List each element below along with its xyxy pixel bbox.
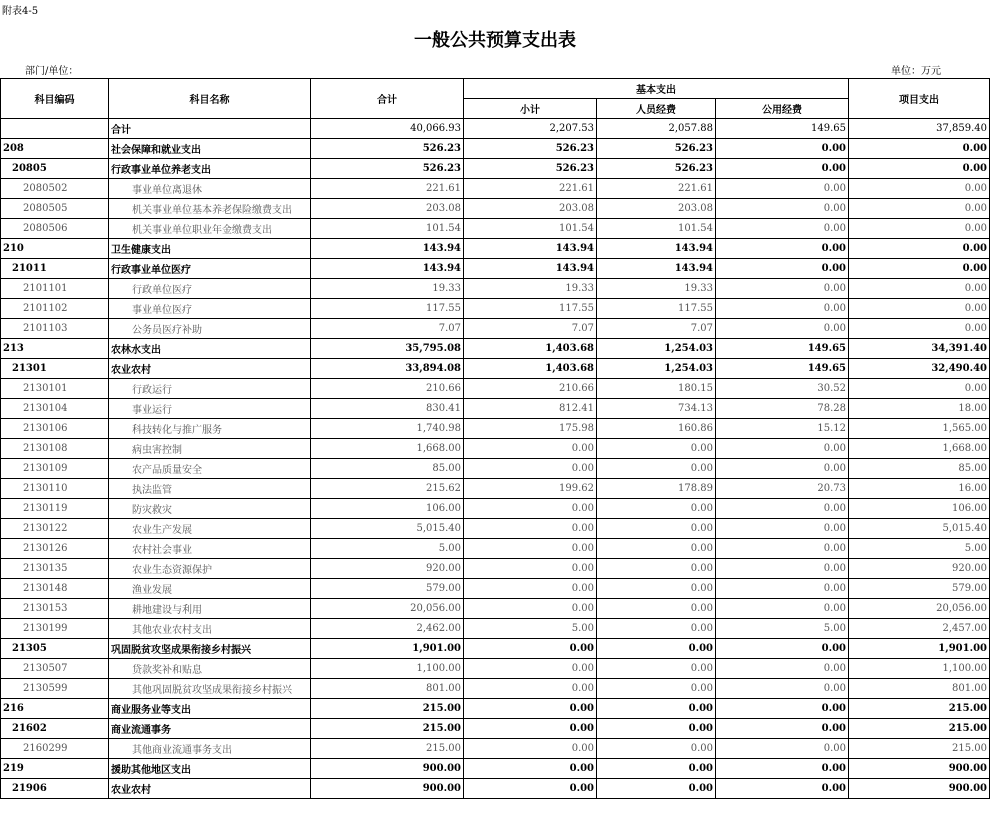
cell-subtotal: 143.94	[464, 239, 597, 259]
cell-subtotal: 203.08	[464, 199, 597, 219]
cell-project: 1,565.00	[849, 419, 990, 439]
cell-total: 215.00	[311, 719, 464, 739]
cell-total: 221.61	[311, 179, 464, 199]
cell-name: 农村社会事业	[109, 539, 311, 559]
cell-public: 0.00	[716, 779, 849, 799]
cell-name: 农业农村	[109, 779, 311, 799]
cell-code: 21305	[1, 639, 109, 659]
cell-project: 0.00	[849, 159, 990, 179]
cell-total: 215.62	[311, 479, 464, 499]
cell-project: 801.00	[849, 679, 990, 699]
cell-name: 渔业发展	[109, 579, 311, 599]
table-row	[1, 299, 990, 319]
cell-subtotal: 199.62	[464, 479, 597, 499]
cell-personnel: 0.00	[597, 639, 716, 659]
table-row	[1, 139, 990, 159]
cell-name: 耕地建设与利用	[109, 599, 311, 619]
cell-total: 1,100.00	[311, 659, 464, 679]
cell-personnel: 0.00	[597, 719, 716, 739]
cell-personnel: 734.13	[597, 399, 716, 419]
table-row	[1, 599, 990, 619]
cell-personnel: 0.00	[597, 659, 716, 679]
cell-subtotal: 1,403.68	[464, 359, 597, 379]
cell-subtotal: 0.00	[464, 699, 597, 719]
cell-total: 117.55	[311, 299, 464, 319]
cell-name: 行政单位医疗	[109, 279, 311, 299]
cell-personnel: 0.00	[597, 459, 716, 479]
cell-subtotal: 2,207.53	[464, 119, 597, 139]
header-project: 项目支出	[849, 79, 990, 119]
cell-total: 143.94	[311, 259, 464, 279]
table-row	[1, 359, 990, 379]
cell-public: 20.73	[716, 479, 849, 499]
cell-project: 5,015.40	[849, 519, 990, 539]
cell-public: 0.00	[716, 659, 849, 679]
cell-code: 21602	[1, 719, 109, 739]
cell-public: 0.00	[716, 239, 849, 259]
cell-name: 卫生健康支出	[109, 239, 311, 259]
cell-code: 2130106	[1, 419, 109, 439]
cell-public: 0.00	[716, 699, 849, 719]
table-row	[1, 639, 990, 659]
appendix-label: 附表4-5	[2, 6, 39, 17]
cell-personnel: 117.55	[597, 299, 716, 319]
cell-name: 农业生产发展	[109, 519, 311, 539]
cell-total: 579.00	[311, 579, 464, 599]
cell-name: 商业服务业等支出	[109, 699, 311, 719]
cell-name: 事业单位医疗	[109, 299, 311, 319]
header-total: 合计	[311, 79, 464, 119]
cell-subtotal: 1,403.68	[464, 339, 597, 359]
cell-public: 0.00	[716, 299, 849, 319]
cell-subtotal: 210.66	[464, 379, 597, 399]
cell-project: 215.00	[849, 699, 990, 719]
cell-subtotal: 812.41	[464, 399, 597, 419]
cell-project: 106.00	[849, 499, 990, 519]
cell-project: 85.00	[849, 459, 990, 479]
cell-personnel: 1,254.03	[597, 359, 716, 379]
cell-code: 2130507	[1, 659, 109, 679]
cell-public: 0.00	[716, 579, 849, 599]
table-row	[1, 319, 990, 339]
cell-name: 机关事业单位职业年金缴费支出	[109, 219, 311, 239]
cell-project: 5.00	[849, 539, 990, 559]
cell-subtotal: 175.98	[464, 419, 597, 439]
cell-code	[1, 119, 109, 139]
cell-subtotal: 0.00	[464, 659, 597, 679]
table-row	[1, 479, 990, 499]
cell-personnel: 0.00	[597, 519, 716, 539]
cell-total: 7.07	[311, 319, 464, 339]
header-basic: 基本支出	[464, 79, 849, 99]
table-row	[1, 339, 990, 359]
cell-subtotal: 0.00	[464, 779, 597, 799]
cell-total: 1,740.98	[311, 419, 464, 439]
cell-code: 2130126	[1, 539, 109, 559]
header-public: 公用经费	[716, 99, 849, 119]
cell-name: 商业流通事务	[109, 719, 311, 739]
cell-code: 2130109	[1, 459, 109, 479]
cell-code: 2130599	[1, 679, 109, 699]
cell-public: 0.00	[716, 639, 849, 659]
cell-personnel: 0.00	[597, 679, 716, 699]
cell-public: 15.12	[716, 419, 849, 439]
cell-personnel: 0.00	[597, 619, 716, 639]
cell-public: 30.52	[716, 379, 849, 399]
table-row	[1, 159, 990, 179]
cell-public: 0.00	[716, 439, 849, 459]
cell-name: 科技转化与推广服务	[109, 419, 311, 439]
cell-personnel: 0.00	[597, 539, 716, 559]
cell-personnel: 0.00	[597, 779, 716, 799]
table-row	[1, 379, 990, 399]
cell-code: 2130153	[1, 599, 109, 619]
cell-project: 2,457.00	[849, 619, 990, 639]
cell-project: 1,100.00	[849, 659, 990, 679]
cell-total: 215.00	[311, 739, 464, 759]
cell-total: 526.23	[311, 139, 464, 159]
cell-subtotal: 117.55	[464, 299, 597, 319]
table-row	[1, 119, 990, 139]
cell-name: 行政事业单位医疗	[109, 259, 311, 279]
cell-total: 801.00	[311, 679, 464, 699]
cell-personnel: 526.23	[597, 159, 716, 179]
cell-personnel: 0.00	[597, 699, 716, 719]
cell-code: 2130119	[1, 499, 109, 519]
cell-total: 900.00	[311, 759, 464, 779]
cell-public: 0.00	[716, 139, 849, 159]
cell-project: 0.00	[849, 319, 990, 339]
table-body	[1, 119, 990, 799]
table-row	[1, 719, 990, 739]
cell-subtotal: 5.00	[464, 619, 597, 639]
cell-personnel: 221.61	[597, 179, 716, 199]
cell-subtotal: 101.54	[464, 219, 597, 239]
cell-personnel: 526.23	[597, 139, 716, 159]
cell-project: 215.00	[849, 739, 990, 759]
cell-name: 农林水支出	[109, 339, 311, 359]
table-row	[1, 759, 990, 779]
cell-public: 0.00	[716, 559, 849, 579]
cell-personnel: 203.08	[597, 199, 716, 219]
cell-public: 0.00	[716, 679, 849, 699]
cell-public: 0.00	[716, 179, 849, 199]
cell-personnel: 0.00	[597, 599, 716, 619]
cell-name: 农业农村	[109, 359, 311, 379]
cell-personnel: 0.00	[597, 559, 716, 579]
cell-code: 2130110	[1, 479, 109, 499]
header-code: 科目编码	[1, 79, 109, 119]
cell-project: 0.00	[849, 139, 990, 159]
table-row	[1, 439, 990, 459]
cell-name: 巩固脱贫攻坚成果衔接乡村振兴	[109, 639, 311, 659]
cell-code: 2101101	[1, 279, 109, 299]
cell-personnel: 180.15	[597, 379, 716, 399]
cell-public: 149.65	[716, 339, 849, 359]
cell-name: 事业单位离退休	[109, 179, 311, 199]
cell-total: 2,462.00	[311, 619, 464, 639]
cell-project: 37,859.40	[849, 119, 990, 139]
cell-project: 0.00	[849, 239, 990, 259]
cell-name: 农产品质量安全	[109, 459, 311, 479]
table-row	[1, 219, 990, 239]
cell-code: 219	[1, 759, 109, 779]
cell-code: 20805	[1, 159, 109, 179]
cell-total: 85.00	[311, 459, 464, 479]
cell-project: 0.00	[849, 279, 990, 299]
cell-subtotal: 0.00	[464, 559, 597, 579]
cell-total: 19.33	[311, 279, 464, 299]
cell-public: 0.00	[716, 219, 849, 239]
cell-public: 0.00	[716, 199, 849, 219]
cell-code: 2130148	[1, 579, 109, 599]
cell-subtotal: 526.23	[464, 139, 597, 159]
cell-code: 2130135	[1, 559, 109, 579]
cell-code: 21011	[1, 259, 109, 279]
cell-public: 0.00	[716, 319, 849, 339]
cell-project: 0.00	[849, 259, 990, 279]
cell-total: 143.94	[311, 239, 464, 259]
cell-personnel: 7.07	[597, 319, 716, 339]
cell-subtotal: 221.61	[464, 179, 597, 199]
cell-public: 0.00	[716, 739, 849, 759]
cell-personnel: 143.94	[597, 239, 716, 259]
cell-project: 1,901.00	[849, 639, 990, 659]
cell-name: 行政运行	[109, 379, 311, 399]
cell-project: 0.00	[849, 299, 990, 319]
cell-public: 5.00	[716, 619, 849, 639]
cell-subtotal: 526.23	[464, 159, 597, 179]
table-row	[1, 779, 990, 799]
cell-subtotal: 0.00	[464, 639, 597, 659]
cell-project: 34,391.40	[849, 339, 990, 359]
page-title: 一般公共预算支出表	[414, 30, 576, 51]
cell-personnel: 0.00	[597, 579, 716, 599]
cell-name: 其他农业农村支出	[109, 619, 311, 639]
cell-name: 贷款奖补和贴息	[109, 659, 311, 679]
cell-name: 机关事业单位基本养老保险缴费支出	[109, 199, 311, 219]
cell-total: 210.66	[311, 379, 464, 399]
cell-subtotal: 0.00	[464, 579, 597, 599]
cell-subtotal: 0.00	[464, 519, 597, 539]
cell-public: 149.65	[716, 119, 849, 139]
cell-subtotal: 0.00	[464, 759, 597, 779]
cell-public: 0.00	[716, 159, 849, 179]
cell-subtotal: 0.00	[464, 679, 597, 699]
cell-code: 2130108	[1, 439, 109, 459]
cell-name: 合计	[109, 119, 311, 139]
cell-personnel: 0.00	[597, 439, 716, 459]
table-row	[1, 179, 990, 199]
cell-total: 35,795.08	[311, 339, 464, 359]
cell-code: 2080506	[1, 219, 109, 239]
cell-project: 0.00	[849, 379, 990, 399]
cell-name: 其他巩固脱贫攻坚成果衔接乡村振兴	[109, 679, 311, 699]
cell-project: 32,490.40	[849, 359, 990, 379]
cell-code: 216	[1, 699, 109, 719]
cell-personnel: 1,254.03	[597, 339, 716, 359]
cell-subtotal: 143.94	[464, 259, 597, 279]
department-label: 部门/单位：	[25, 66, 79, 77]
cell-project: 1,668.00	[849, 439, 990, 459]
budget-table	[0, 78, 990, 799]
table-row	[1, 739, 990, 759]
table-row	[1, 699, 990, 719]
cell-code: 2080505	[1, 199, 109, 219]
cell-subtotal: 0.00	[464, 459, 597, 479]
cell-total: 20,056.00	[311, 599, 464, 619]
cell-personnel: 143.94	[597, 259, 716, 279]
cell-public: 0.00	[716, 519, 849, 539]
cell-public: 78.28	[716, 399, 849, 419]
cell-subtotal: 0.00	[464, 439, 597, 459]
cell-public: 0.00	[716, 259, 849, 279]
cell-code: 2101103	[1, 319, 109, 339]
cell-name: 病虫害控制	[109, 439, 311, 459]
cell-code: 2080502	[1, 179, 109, 199]
cell-personnel: 0.00	[597, 739, 716, 759]
cell-personnel: 160.86	[597, 419, 716, 439]
table-row	[1, 499, 990, 519]
cell-code: 2101102	[1, 299, 109, 319]
cell-code: 2130199	[1, 619, 109, 639]
cell-project: 579.00	[849, 579, 990, 599]
cell-personnel: 0.00	[597, 499, 716, 519]
cell-total: 920.00	[311, 559, 464, 579]
cell-personnel: 0.00	[597, 759, 716, 779]
header-personnel: 人员经费	[597, 99, 716, 119]
cell-name: 社会保障和就业支出	[109, 139, 311, 159]
table-row	[1, 279, 990, 299]
cell-total: 1,668.00	[311, 439, 464, 459]
cell-total: 1,901.00	[311, 639, 464, 659]
cell-total: 5.00	[311, 539, 464, 559]
cell-public: 0.00	[716, 599, 849, 619]
cell-project: 0.00	[849, 199, 990, 219]
table-row	[1, 659, 990, 679]
cell-code: 208	[1, 139, 109, 159]
cell-public: 0.00	[716, 719, 849, 739]
cell-code: 2130122	[1, 519, 109, 539]
table-row	[1, 419, 990, 439]
table-row	[1, 519, 990, 539]
cell-subtotal: 0.00	[464, 599, 597, 619]
cell-total: 33,894.08	[311, 359, 464, 379]
table-row	[1, 239, 990, 259]
cell-public: 0.00	[716, 539, 849, 559]
cell-project: 0.00	[849, 179, 990, 199]
table-row	[1, 399, 990, 419]
cell-name: 行政事业单位养老支出	[109, 159, 311, 179]
unit-label: 单位：万元	[891, 66, 941, 77]
cell-subtotal: 0.00	[464, 499, 597, 519]
cell-code: 21906	[1, 779, 109, 799]
cell-project: 900.00	[849, 759, 990, 779]
cell-total: 203.08	[311, 199, 464, 219]
header-name: 科目名称	[109, 79, 311, 119]
cell-personnel: 2,057.88	[597, 119, 716, 139]
cell-name: 公务员医疗补助	[109, 319, 311, 339]
cell-total: 101.54	[311, 219, 464, 239]
cell-subtotal: 7.07	[464, 319, 597, 339]
cell-total: 215.00	[311, 699, 464, 719]
cell-personnel: 101.54	[597, 219, 716, 239]
cell-name: 事业运行	[109, 399, 311, 419]
cell-public: 0.00	[716, 279, 849, 299]
cell-public: 0.00	[716, 459, 849, 479]
cell-code: 21301	[1, 359, 109, 379]
cell-name: 执法监管	[109, 479, 311, 499]
cell-project: 920.00	[849, 559, 990, 579]
cell-code: 210	[1, 239, 109, 259]
cell-project: 18.00	[849, 399, 990, 419]
cell-project: 0.00	[849, 219, 990, 239]
cell-name: 援助其他地区支出	[109, 759, 311, 779]
cell-project: 16.00	[849, 479, 990, 499]
cell-subtotal: 0.00	[464, 739, 597, 759]
cell-total: 40,066.93	[311, 119, 464, 139]
cell-code: 2160299	[1, 739, 109, 759]
cell-code: 2130104	[1, 399, 109, 419]
cell-public: 0.00	[716, 499, 849, 519]
header-subtotal: 小计	[464, 99, 597, 119]
table-row	[1, 199, 990, 219]
cell-total: 106.00	[311, 499, 464, 519]
cell-personnel: 178.89	[597, 479, 716, 499]
table-row	[1, 679, 990, 699]
cell-project: 900.00	[849, 779, 990, 799]
cell-code: 213	[1, 339, 109, 359]
cell-public: 0.00	[716, 759, 849, 779]
cell-project: 20,056.00	[849, 599, 990, 619]
cell-name: 农业生态资源保护	[109, 559, 311, 579]
cell-project: 215.00	[849, 719, 990, 739]
cell-public: 149.65	[716, 359, 849, 379]
table-row	[1, 579, 990, 599]
table-row	[1, 619, 990, 639]
cell-code: 2130101	[1, 379, 109, 399]
cell-personnel: 19.33	[597, 279, 716, 299]
cell-total: 5,015.40	[311, 519, 464, 539]
table-row	[1, 559, 990, 579]
cell-name: 其他商业流通事务支出	[109, 739, 311, 759]
cell-name: 防灾救灾	[109, 499, 311, 519]
table-row	[1, 459, 990, 479]
cell-subtotal: 0.00	[464, 539, 597, 559]
cell-total: 900.00	[311, 779, 464, 799]
cell-total: 526.23	[311, 159, 464, 179]
cell-subtotal: 19.33	[464, 279, 597, 299]
table-row	[1, 259, 990, 279]
cell-total: 830.41	[311, 399, 464, 419]
table-row	[1, 539, 990, 559]
cell-subtotal: 0.00	[464, 719, 597, 739]
